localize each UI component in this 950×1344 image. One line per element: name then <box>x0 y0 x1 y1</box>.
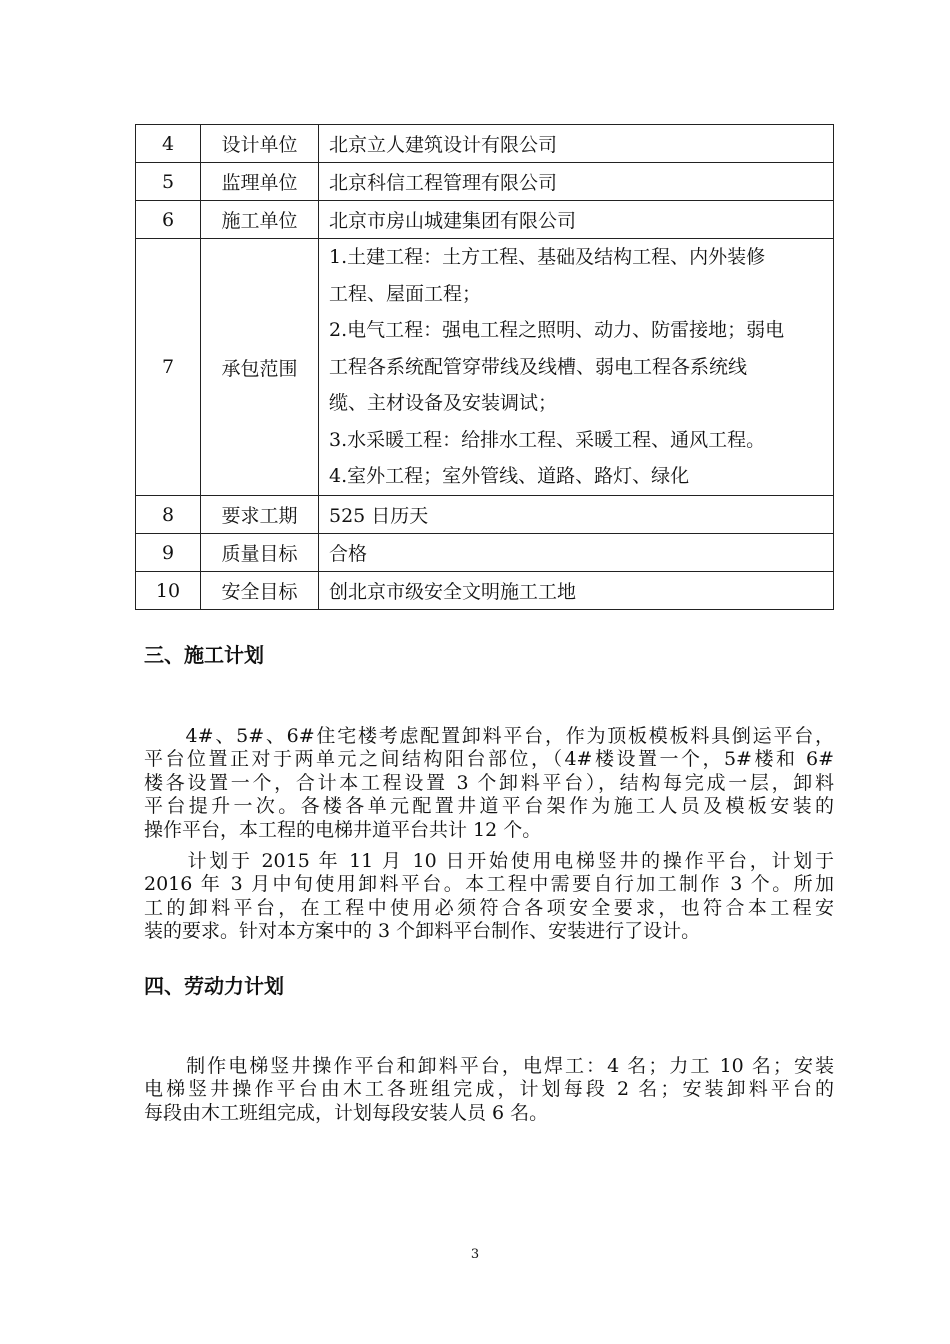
row-item: 安全目标 <box>201 572 319 610</box>
section-heading-labor-plan: 四、劳动力计划 <box>144 974 284 998</box>
row-value: 北京市房山城建集团有限公司 <box>319 201 834 239</box>
table-row <box>136 163 834 201</box>
paragraph-line: 2016 年 3 月中旬使用卸料平台。本工程中需要自行加工制作 3 个。所加 <box>144 873 834 896</box>
row-value: 北京立人建筑设计有限公司 <box>319 125 834 163</box>
table-row <box>136 572 834 610</box>
row-value: 创北京市级安全文明施工工地 <box>319 572 834 610</box>
table-row <box>136 239 834 496</box>
paragraph-line: 计划于 2015 年 11 月 10 日开始使用电梯竖井的操作平台，计划于 <box>144 850 834 872</box>
row-item: 施工单位 <box>201 201 319 239</box>
row-number: 10 <box>136 572 201 610</box>
row-item: 承包范围 <box>201 239 319 496</box>
table-row <box>136 201 834 239</box>
row-number: 6 <box>136 201 201 239</box>
project-info-table <box>135 124 834 610</box>
table-row <box>136 496 834 534</box>
row-value-scope <box>319 239 834 496</box>
row-number: 8 <box>136 496 201 534</box>
row-item: 质量目标 <box>201 534 319 572</box>
paragraph-line: 操作平台，本工程的电梯井道平台共计 12 个。 <box>144 818 542 841</box>
paragraph-line: 制作电梯竖井操作平台和卸料平台，电焊工：4 名；力工 10 名；安装 <box>144 1055 834 1077</box>
row-item: 要求工期 <box>201 496 319 534</box>
paragraph-platform-config <box>144 725 834 842</box>
row-number: 5 <box>136 163 201 201</box>
scope-line: 工程各系统配管穿带线及线槽、弱电工程各系统线 <box>329 355 748 378</box>
paragraph-line: 楼各设置一个，合计本工程设置 3 个卸料平台），结构每完成一层，卸料 <box>144 771 834 794</box>
paragraph-schedule <box>144 850 834 944</box>
row-number: 9 <box>136 534 201 572</box>
paragraph-line: 每段由木工班组完成，计划每段安装人员 6 名。 <box>144 1101 549 1124</box>
paragraph-line: 平台位置正对于两单元之间结构阳台部位，（4#楼设置一个，5#楼和 6# <box>144 748 834 771</box>
section-heading-construction-plan: 三、施工计划 <box>144 643 264 667</box>
scope-line: 工程、屋面工程； <box>329 282 482 305</box>
row-value: 合格 <box>319 534 834 572</box>
paragraph-line: 工的卸料平台，在工程中使用必须符合各项安全要求，也符合本工程安 <box>144 896 834 919</box>
page-number: 3 <box>470 1247 480 1262</box>
row-value: 北京科信工程管理有限公司 <box>319 163 834 201</box>
scope-line: 1.土建工程：土方工程、基础及结构工程、内外装修 <box>329 246 766 269</box>
row-value: 525 日历天 <box>319 496 834 534</box>
table-row <box>136 534 834 572</box>
scope-line: 缆、主材设备及安装调试； <box>329 392 558 415</box>
scope-line: 3.水采暖工程：给排水工程、采暖工程、通风工程。 <box>329 428 766 451</box>
row-item: 设计单位 <box>201 125 319 163</box>
row-item: 监理单位 <box>201 163 319 201</box>
scope-line: 2.电气工程：强电工程之照明、动力、防雷接地；弱电 <box>329 319 785 342</box>
paragraph-line: 4#、5#、6#住宅楼考虑配置卸料平台，作为顶板模板料具倒运平台， <box>144 725 834 747</box>
paragraph-line: 电梯竖井操作平台由木工各班组完成，计划每段 2 名；安装卸料平台的 <box>144 1078 834 1101</box>
paragraph-labor <box>144 1055 834 1125</box>
paragraph-line: 平台提升一次。各楼各单元配置井道平台架作为施工人员及模板安装的 <box>144 795 834 818</box>
row-number: 4 <box>136 125 201 163</box>
scope-line: 4.室外工程；室外管线、道路、路灯、绿化 <box>329 465 690 488</box>
row-number: 7 <box>136 239 201 496</box>
paragraph-line: 装的要求。针对本方案中的 3 个卸料平台制作、安装进行了设计。 <box>144 920 701 943</box>
table-row <box>136 125 834 163</box>
